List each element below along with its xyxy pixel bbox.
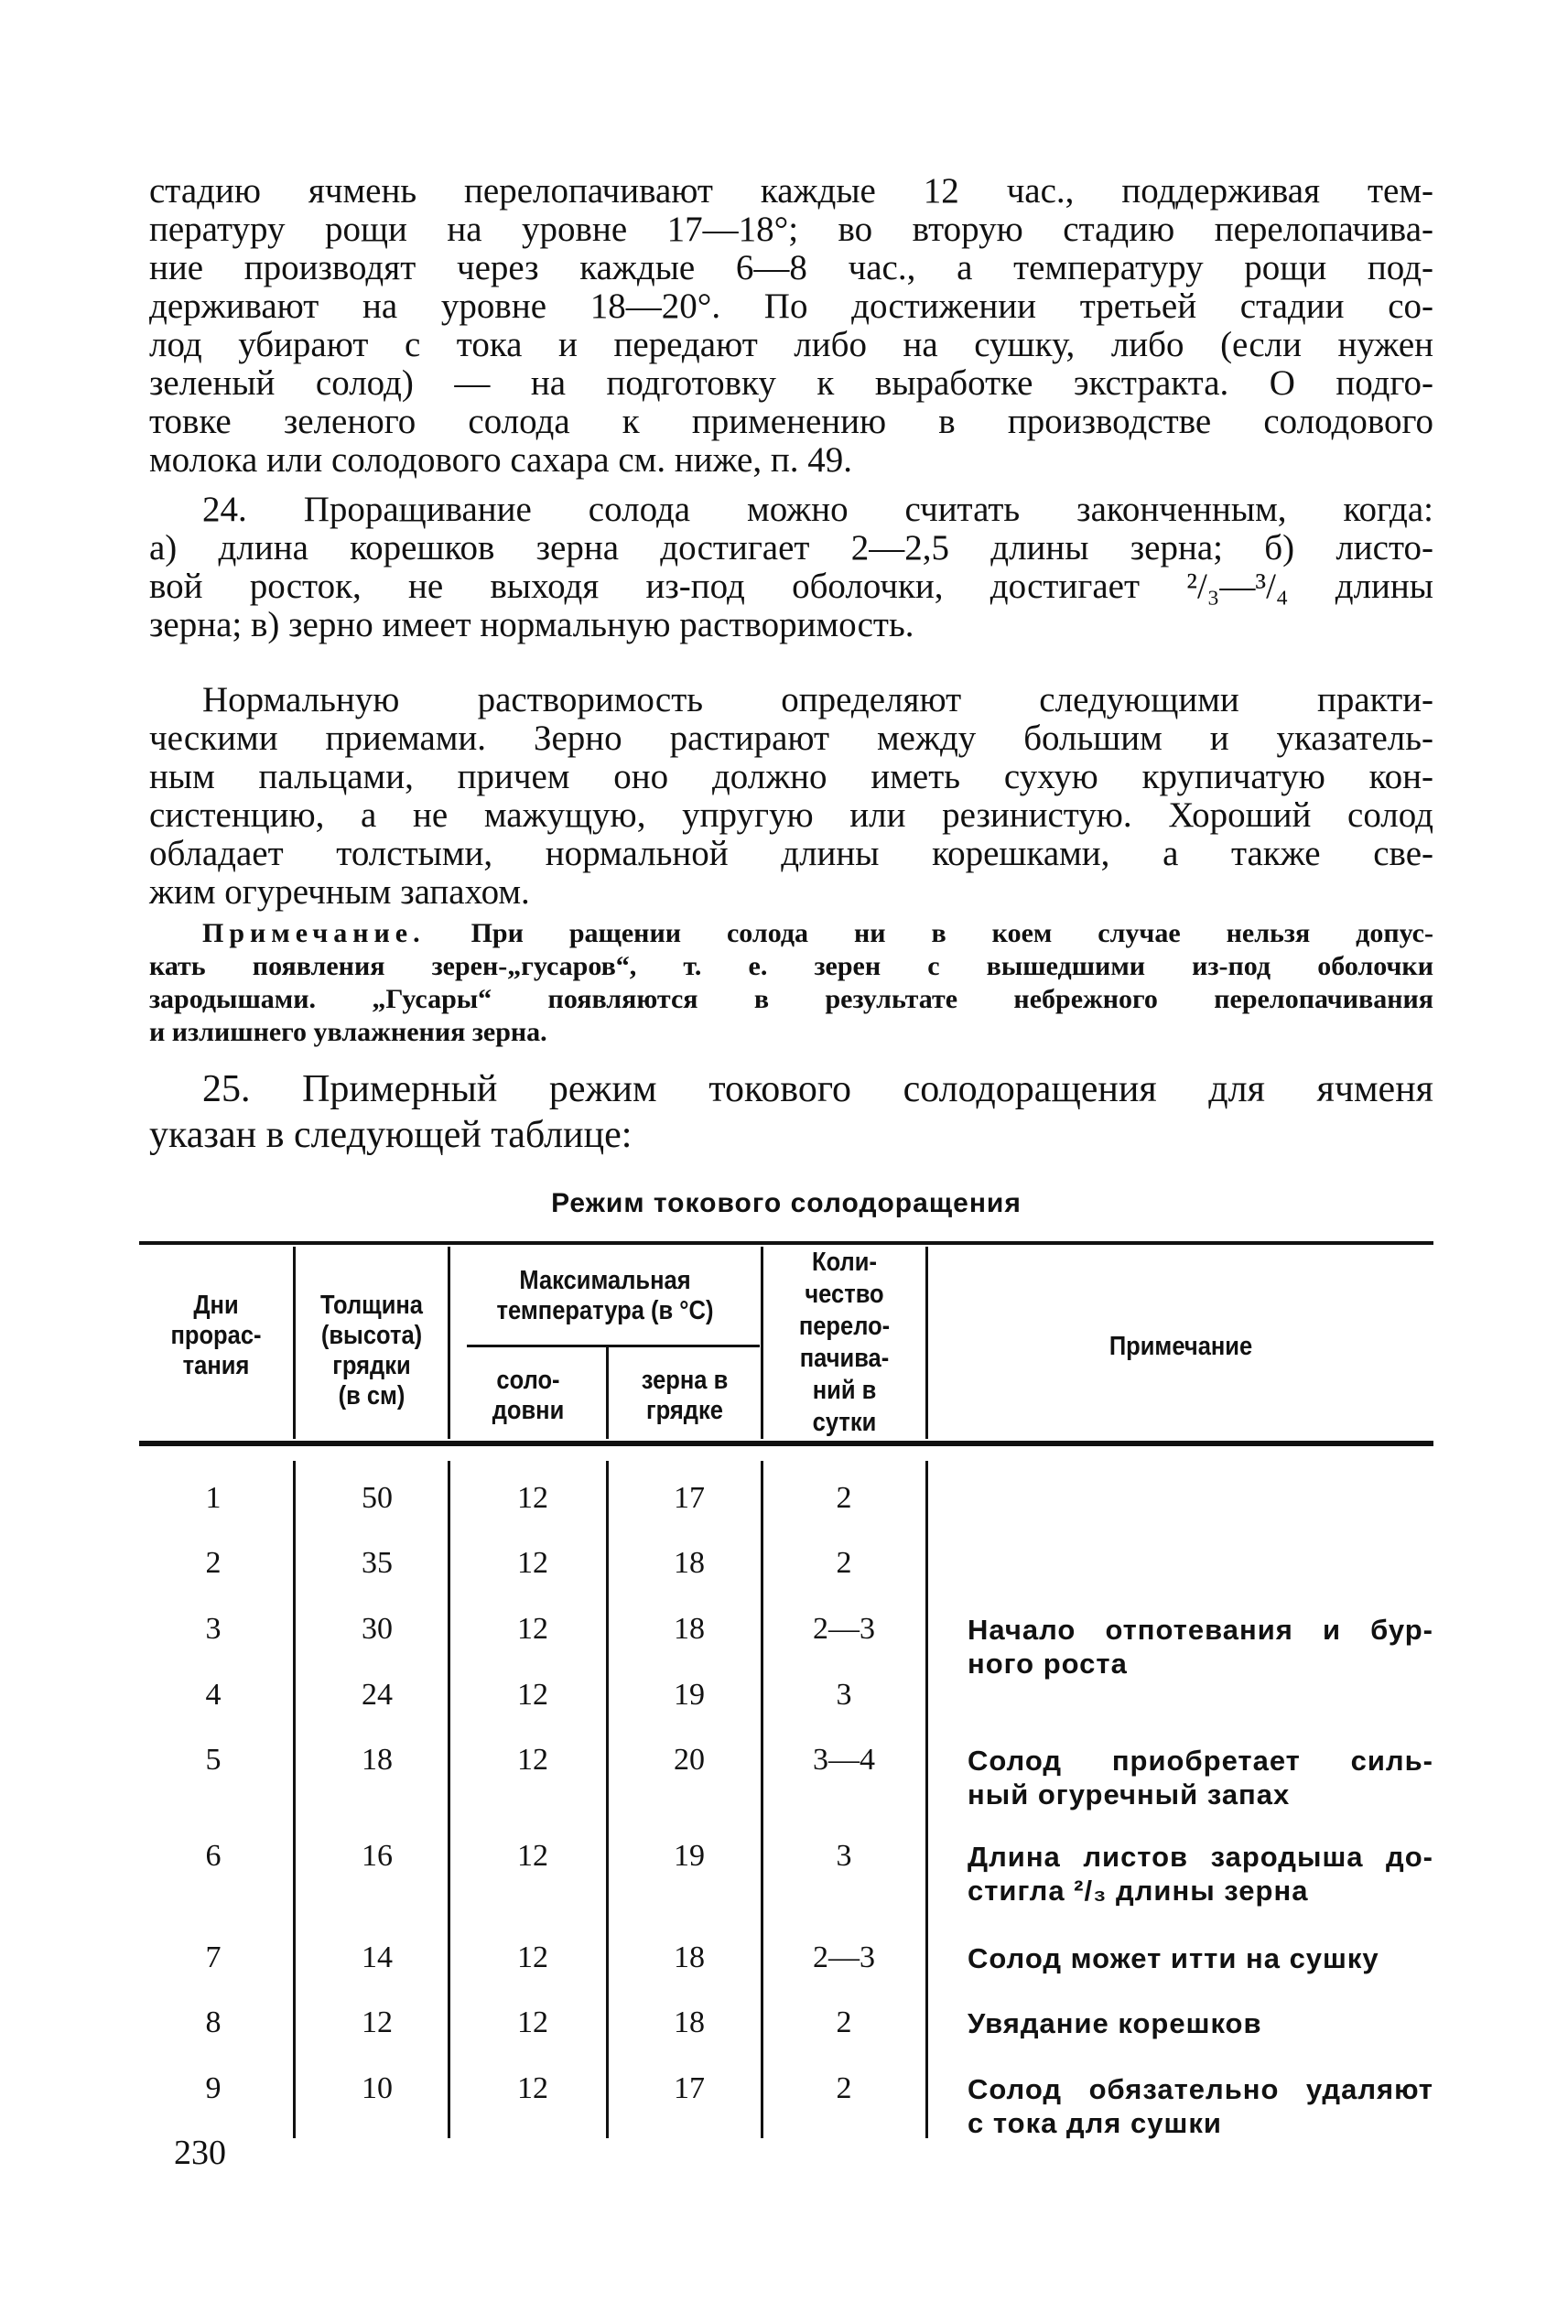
header-turns-per-day xyxy=(773,1247,916,1439)
text-line: ным пальцами, причем оно должно иметь сухую крупичатую кон- xyxy=(149,757,1433,796)
header-line: температура (в °С) xyxy=(496,1296,714,1325)
note-line: ный огуречный запах xyxy=(968,1778,1291,1811)
cell-turns: 2 xyxy=(836,2071,852,2105)
note-line: Солод приобретает силь- xyxy=(968,1745,1433,1777)
note-line: Увядание корешков xyxy=(968,2007,1262,2039)
cell-thickness: 14 xyxy=(362,1940,393,1974)
header-line: ний в xyxy=(812,1376,877,1405)
cell-grain: 18 xyxy=(674,1612,705,1646)
text-line xyxy=(149,917,1433,950)
paragraph-24 xyxy=(149,491,1433,644)
cell-grain: 20 xyxy=(674,1743,705,1777)
cell-malthouse: 12 xyxy=(517,1612,548,1646)
header-line: зерна в xyxy=(641,1366,729,1395)
text-line: обладает толстыми, нормальной длины корешками, а также све- xyxy=(149,834,1433,873)
column-divider xyxy=(606,1347,609,1439)
cell-grain: 19 xyxy=(674,1678,705,1712)
cell-day: 6 xyxy=(205,1839,222,1873)
cell-grain: 17 xyxy=(674,2071,705,2105)
header-line: соло- xyxy=(496,1366,560,1395)
cell-malthouse: 12 xyxy=(517,1839,548,1873)
text-line: ние производят через каждые 6—8 час., а температуру рощи под- xyxy=(149,248,1433,287)
cell-thickness: 30 xyxy=(362,1612,393,1646)
cell-thickness: 12 xyxy=(362,2005,393,2039)
cell-thickness: 16 xyxy=(362,1839,393,1873)
cell-turns: 2 xyxy=(836,2005,852,2039)
row-note-day9 xyxy=(968,2072,1433,2140)
row-note-day7 xyxy=(968,1941,1433,1975)
cell-day: 2 xyxy=(205,1546,222,1580)
temp-subheader-rule xyxy=(467,1345,760,1347)
cell-turns: 2—3 xyxy=(813,1612,875,1646)
column-divider xyxy=(761,1461,763,2138)
header-line: Максимальная xyxy=(519,1266,691,1295)
header-line: пачива- xyxy=(799,1344,890,1373)
cell-day: 8 xyxy=(205,2005,222,2039)
cell-thickness: 50 xyxy=(362,1481,393,1515)
note-label: Примечание. xyxy=(202,918,426,948)
header-grain xyxy=(618,1366,752,1426)
text-line: зеленый солод) — на подготовку к выработке экстракта. О подго- xyxy=(149,363,1433,403)
cell-grain: 18 xyxy=(674,1940,705,1974)
page-number: 230 xyxy=(174,2134,226,2172)
text-line: зерна; в) зерно имеет нормальную растворимость. xyxy=(149,605,914,644)
cell-turns: 2 xyxy=(836,1481,852,1515)
column-divider xyxy=(448,1461,450,2138)
text-line: товке зеленого солода к применению в производстве солодового xyxy=(149,402,1433,441)
header-line: Дни xyxy=(193,1291,239,1320)
text-line: стадию ячмень перелопачивают каждые 12 час., поддерживая тем- xyxy=(149,171,1433,211)
cell-turns: 3 xyxy=(836,1839,852,1873)
text-line: 24. Проращивание солода можно считать законченным, когда: xyxy=(202,490,1433,529)
cell-thickness: 10 xyxy=(362,2071,393,2105)
cell-malthouse: 12 xyxy=(517,1940,548,1974)
header-line: (высота) xyxy=(320,1321,423,1350)
cell-malthouse: 12 xyxy=(517,1546,548,1580)
header-malthouse xyxy=(460,1366,597,1426)
header-line: грядки xyxy=(332,1351,411,1380)
text-line: 25. Примерный режим токового солодоращения для ячменя xyxy=(202,1068,1433,1110)
note-line: стигла ²/₃ длины зерна xyxy=(968,1875,1309,1907)
cell-thickness: 24 xyxy=(362,1678,393,1712)
column-divider xyxy=(293,1461,296,2138)
table-top-rule xyxy=(139,1241,1433,1245)
cell-day: 5 xyxy=(205,1743,222,1777)
note-line: Длина листов зародыша до- xyxy=(968,1841,1433,1873)
cell-grain: 19 xyxy=(674,1839,705,1873)
column-divider xyxy=(925,1247,928,1439)
table-header-rule xyxy=(139,1441,1433,1446)
footnote-remark xyxy=(149,917,1433,1049)
row-note-day6 xyxy=(968,1840,1433,1908)
cell-grain: 18 xyxy=(674,2005,705,2039)
text-line: указан в следующей таблице: xyxy=(149,1114,633,1156)
header-max-temperature xyxy=(469,1266,741,1326)
header-line: тания xyxy=(182,1351,250,1380)
cell-day: 1 xyxy=(205,1481,222,1515)
cell-turns: 3—4 xyxy=(813,1743,875,1777)
header-line: перело- xyxy=(798,1312,891,1341)
text-line: лод убирают с тока и передают либо на сушку, либо (если нужен xyxy=(149,325,1433,364)
cell-grain: 17 xyxy=(674,1481,705,1515)
note-line: с тока для сушки xyxy=(968,2107,1222,2139)
row-note-day8 xyxy=(968,2006,1433,2040)
cell-day: 4 xyxy=(205,1678,222,1712)
note-line: Солод может итти на сушку xyxy=(968,1942,1379,1974)
header-line: (в см) xyxy=(338,1381,406,1411)
text-line: а) длина корешков зерна достигает 2—2,5 длины зерна; б) листо- xyxy=(149,528,1433,567)
cell-thickness: 18 xyxy=(362,1743,393,1777)
note-line: ного роста xyxy=(968,1648,1128,1680)
header-line: прорас- xyxy=(170,1321,262,1350)
text-line: систенцию, а не мажущую, упругую или резинистую. Хороший солод xyxy=(149,795,1433,835)
column-divider xyxy=(925,1461,928,2138)
cell-thickness: 35 xyxy=(362,1546,393,1580)
header-note: Примечание xyxy=(1108,1332,1253,1361)
header-thickness xyxy=(304,1291,439,1411)
cell-grain: 18 xyxy=(674,1546,705,1580)
header-line: грядке xyxy=(646,1396,723,1425)
cell-turns: 2—3 xyxy=(813,1940,875,1974)
paragraph-25 xyxy=(149,1066,1433,1158)
note-line: Начало отпотевания и бур- xyxy=(968,1614,1433,1646)
cell-day: 3 xyxy=(205,1612,222,1646)
text-line: зародышами. „Гусары“ появляются в результате небрежного перелопачивания xyxy=(149,984,1433,1014)
text-line: Нормальную растворимость определяют следующими практи- xyxy=(202,680,1433,719)
cell-malthouse: 12 xyxy=(517,1481,548,1515)
row-note-day5 xyxy=(968,1744,1433,1811)
column-divider xyxy=(293,1247,296,1439)
header-line: Коли- xyxy=(812,1248,877,1277)
table-title: Режим токового солодоращения xyxy=(551,1188,1022,1218)
header-line: Толщина xyxy=(320,1291,423,1320)
header-line: довни xyxy=(492,1396,565,1425)
cell-day: 7 xyxy=(205,1940,222,1974)
paragraph-normal-solubility xyxy=(149,681,1433,912)
text-line: и излишнего увлажнения зерна. xyxy=(149,1017,547,1047)
note-line: Солод обязательно удаляют xyxy=(968,2073,1433,2105)
text-line: жим огуречным запахом. xyxy=(149,872,530,912)
row-note-day3 xyxy=(968,1613,1433,1681)
cell-malthouse: 12 xyxy=(517,1678,548,1712)
cell-day: 9 xyxy=(205,2071,222,2105)
text-line: кать появления зерен-„гусаров“, т. е. зерен с вышедшими из-под оболочки xyxy=(149,951,1433,981)
column-divider xyxy=(606,1461,609,2138)
header-line: чество xyxy=(805,1280,884,1309)
text-line: ческими приемами. Зерно растирают между большим и указатель- xyxy=(149,719,1433,758)
header-line: сутки xyxy=(812,1408,877,1437)
cell-turns: 3 xyxy=(836,1678,852,1712)
text-line: пературу рощи на уровне 17—18°; во вторую стадию перелопачива- xyxy=(149,210,1433,249)
header-days xyxy=(148,1291,284,1381)
cell-malthouse: 12 xyxy=(517,2005,548,2039)
text-line: молока или солодового сахара см. ниже, п. 49. xyxy=(149,440,852,480)
column-divider xyxy=(761,1247,763,1439)
column-divider xyxy=(448,1247,450,1439)
text-line: держивают на уровне 18—20°. По достижении третьей стадии со- xyxy=(149,286,1433,326)
cell-turns: 2 xyxy=(836,1546,852,1580)
text-line: вой росток, не выходя из-под оболочки, достигает ²/₃—³/₄ длины xyxy=(149,567,1433,606)
cell-malthouse: 12 xyxy=(517,1743,548,1777)
cell-malthouse: 12 xyxy=(517,2071,548,2105)
paragraph-continuation xyxy=(149,172,1433,480)
note-text: При ращении солода ни в коем случае нельзя допус- xyxy=(425,918,1433,948)
